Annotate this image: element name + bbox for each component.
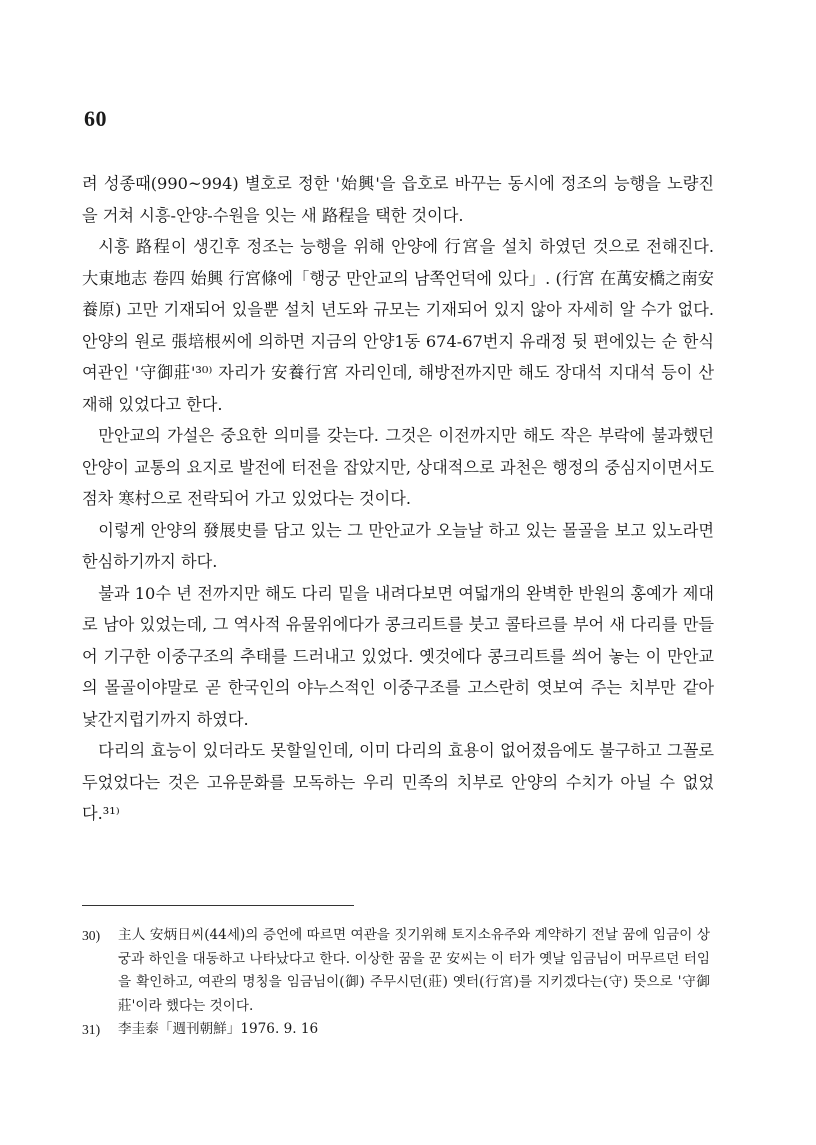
- paragraph-6: 다리의 효능이 있더라도 못할일인데, 이미 다리의 효용이 없어졌음에도 불구하고 그꼴로 두었었다는 것은 고유문화를 모독하는 우리 민족의 치부로 안양의 수치가 아닐 수 없었다.³¹⁾: [82, 741, 714, 823]
- page-number: 60: [84, 106, 107, 131]
- paragraph-5: 불과 10수 년 전까지만 해도 다리 밑을 내려다보면 여덟개의 완벽한 반원의 홍예가 제대로 남아 있었는데, 그 역사적 유물위에다가 콩크리트를 붓고 콜타르를 부어 새 다리를 만들어 기구한 이중구조의 추태를 드러내고 있었다. 옛것에다 콩크리트를 씌어 놓는 이 만안교의 몰골이야말로 곧 한국인의 야누스적인 이중구조를 고스란히 엿보여 주는 치부만 같아 낯간지럽기까지 하였다.: [82, 583, 714, 729]
- footnotes: [82, 924, 710, 1042]
- footnote-text: 李圭泰「週刊朝鮮」1976. 9. 16: [118, 1021, 319, 1037]
- footnote-mark: 30): [82, 928, 101, 943]
- paragraph-1: 려 성종때(990~994) 별호로 정한 '始興'을 읍호로 바꾸는 동시에 정조의 능행을 노량진을 거쳐 시흥-안양-수원을 잇는 새 路程을 택한 것이다.: [82, 174, 714, 225]
- footnote-mark: 31): [82, 1022, 101, 1037]
- paragraph-3: 만안교의 가설은 중요한 의미를 갖는다. 그것은 이전까지만 해도 작은 부락에 불과했던 안양이 교통의 요지로 발전에 터전을 잡았지만, 상대적으로 과천은 행정의 중심지이면서도 점차 寒村으로 전락되어 가고 있었다는 것이다.: [82, 426, 714, 508]
- paragraph-2: 시흥 路程이 생긴후 정조는 능행을 위해 안양에 行宮을 설치 하였던 것으로 전해진다. 大東地志 卷四 始興 行宮條에「행궁 만안교의 남쪽언덕에 있다」. (行宮 在萬安橋之南安養原) 고만 기재되어 있을뿐 설치 년도와 규모는 기재되어 있지 않아 자세히 알 수가 없다. 안양의 원로 張培根씨에 의하면 지금의 안양1동 674-67번지 유래정 뒷 편에있는 순 한식여관인 '守御莊'³⁰⁾ 자리가 安養行宮 자리인데, 해방전까지만 해도 장대석 지대석 등이 산재해 있었다고 한다.: [82, 237, 714, 414]
- footnote-divider: [82, 905, 354, 906]
- body-text: [82, 168, 714, 830]
- footnote-31: [82, 1018, 710, 1042]
- footnote-text: 主人 安炳日씨(44세)의 증언에 따르면 여관을 짓기위해 토지소유주와 계약하기 전날 꿈에 임금이 상궁과 하인을 대동하고 나타났다고 한다. 이상한 꿈을 꾼 安씨는 이 터가 옛날 임금님이 머무르던 터임을 확인하고, 여관의 명칭을 임금님이(御) 주무시던(莊) 옛터(行宮)를 지키겠다는(守) 뜻으로 '守御莊'이라 했다는 것이다.: [118, 927, 710, 1014]
- paragraph-4: 이렇게 안양의 發展史를 담고 있는 그 만안교가 오늘날 하고 있는 몰골을 보고 있노라면 한심하기까지 하다.: [82, 520, 714, 571]
- footnote-30: [82, 924, 710, 1018]
